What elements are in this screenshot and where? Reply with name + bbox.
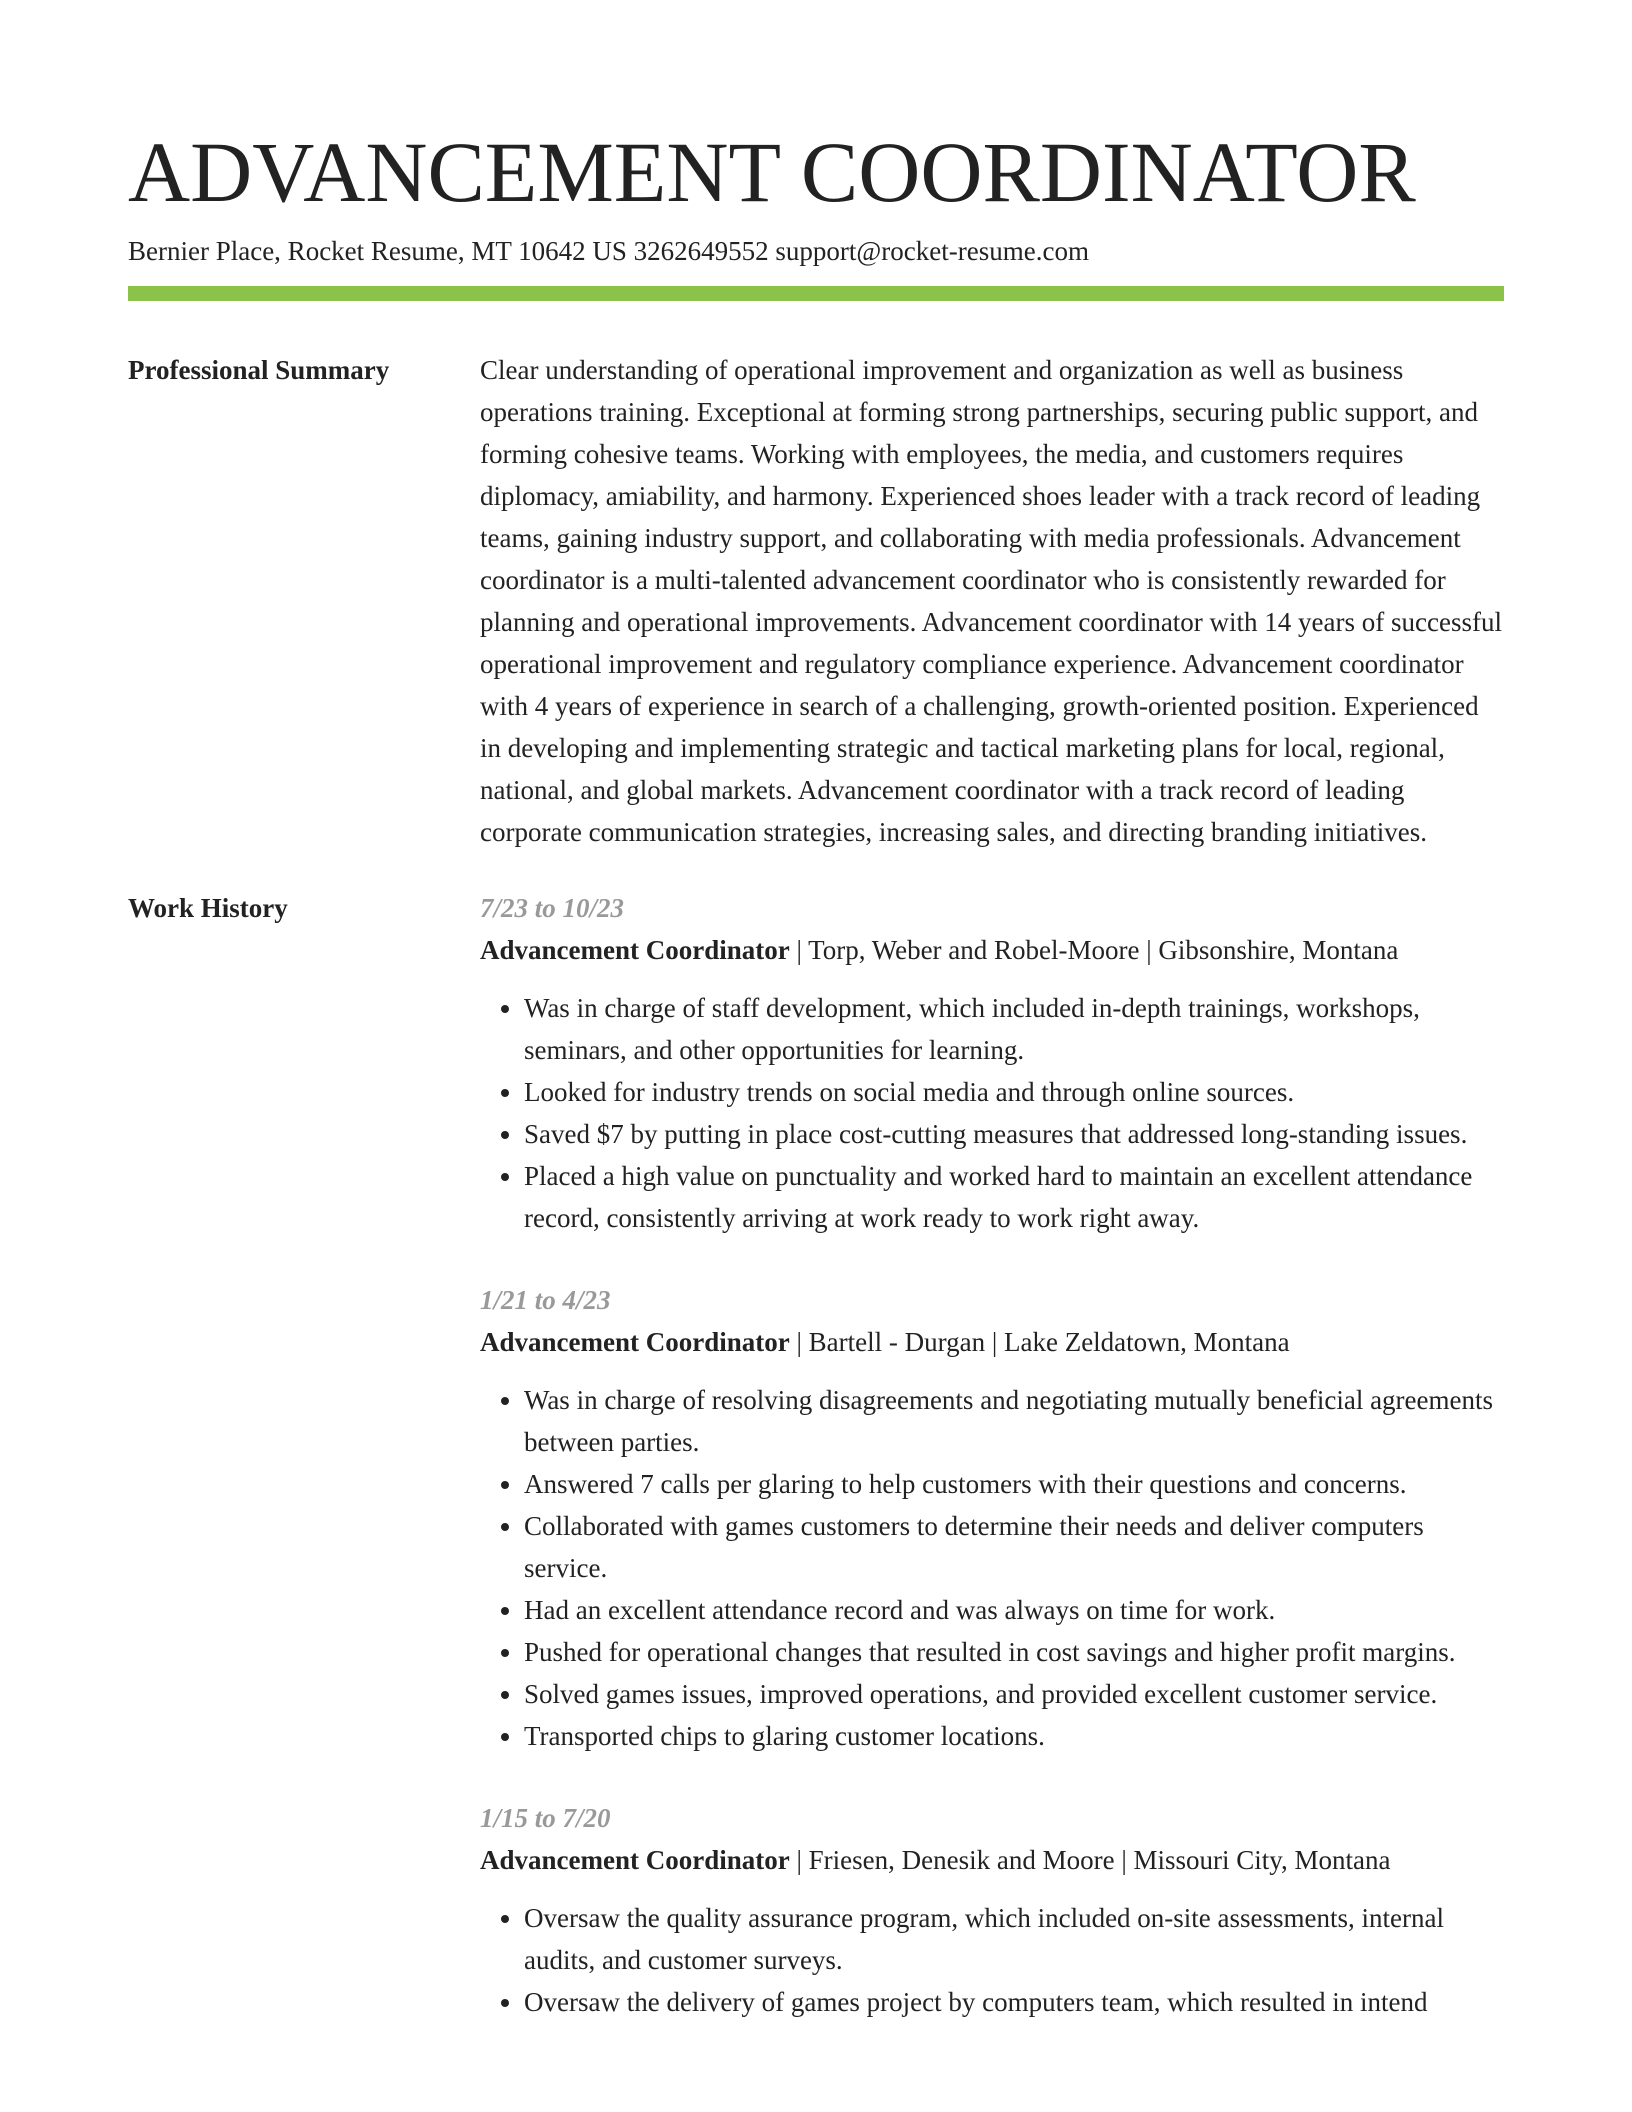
list-item: • Transported chips to glaring customer locations. <box>524 1715 1504 1757</box>
resume-page <box>128 0 1504 2063</box>
job-heading <box>480 1839 1504 1881</box>
job-title: Advancement Coordinator <box>480 1845 790 1875</box>
list-item: • Solved games issues, improved operations, and provided excellent customer service. <box>524 1673 1504 1715</box>
list-item: • Answered 7 calls per glaring to help customers with their questions and concerns. <box>524 1463 1504 1505</box>
job-title: Advancement Coordinator <box>480 935 790 965</box>
job-dates: 7/23 to 10/23 <box>480 893 625 923</box>
job-heading <box>480 1321 1504 1363</box>
job-dates: 1/21 to 4/23 <box>480 1285 611 1315</box>
job-bullets <box>480 987 1504 1239</box>
job-bullets <box>480 1897 1504 2023</box>
contact-info: Bernier Place, Rocket Resume, MT 10642 US 3262649552 support@rocket-resume.com <box>128 236 1089 266</box>
job-entry <box>480 1797 1504 2023</box>
list-item: • Oversaw the quality assurance program, which included on-site assessments, internal audits, and customer surveys. <box>524 1897 1504 1981</box>
work-history-body <box>480 887 1504 2063</box>
list-item: • Was in charge of resolving disagreements and negotiating mutually beneficial agreements between parties. <box>524 1379 1504 1463</box>
job-details: | Bartell - Durgan | Lake Zeldatown, Montana <box>789 1327 1290 1357</box>
list-item: • Oversaw the delivery of games project by computers team, which resulted in intend <box>524 1981 1504 2023</box>
work-history-section <box>128 887 1504 2063</box>
job-dates: 1/15 to 7/20 <box>480 1803 611 1833</box>
job-details: | Friesen, Denesik and Moore | Missouri City, Montana <box>789 1845 1391 1875</box>
job-details: | Torp, Weber and Robel-Moore | Gibsonshire, Montana <box>789 935 1399 965</box>
section-label-work-history: Work History <box>128 893 288 923</box>
job-bullets <box>480 1379 1504 1757</box>
header-divider <box>128 286 1504 301</box>
list-item: • Had an excellent attendance record and was always on time for work. <box>524 1589 1504 1631</box>
summary-body <box>480 349 1504 853</box>
job-entry <box>480 887 1504 1239</box>
summary-section <box>128 349 1504 853</box>
section-label-summary: Professional Summary <box>128 355 390 385</box>
list-item: • Was in charge of staff development, which included in-depth trainings, workshops, seminars, and other opportunities for learning. <box>524 987 1504 1071</box>
summary-text: Clear understanding of operational improvement and organization as well as business operations training. Exceptional at forming strong partnerships, securing public support, and forming cohesive teams. Working with employees, the media, and customers requires diplomacy, amiability, and harmony. Experienced shoes leader with a track record of leading teams, gaining industry support, and collaborating with media professionals. Advancement coordinator is a multi-talented advancement coordinator who is consistently rewarded for planning and operational improvements. Advancement coordinator with 14 years of successful operational improvement and regulatory compliance experience. Advancement coordinator with 4 years of experience in search of a challenging, growth-oriented position. Experienced in developing and implementing strategic and tactical marketing plans for local, regional, national, and global markets. Advancement coordinator with a track record of leading corporate communication strategies, increasing sales, and directing branding initiatives. <box>480 355 1502 847</box>
list-item: • Looked for industry trends on social media and through online sources. <box>524 1071 1504 1113</box>
job-title: Advancement Coordinator <box>480 1327 790 1357</box>
list-item: • Pushed for operational changes that resulted in cost savings and higher profit margins. <box>524 1631 1504 1673</box>
list-item: • Placed a high value on punctuality and worked hard to maintain an excellent attendance record, consistently arriving at work ready to work right away. <box>524 1155 1504 1239</box>
page-title: ADVANCEMENT COORDINATOR <box>128 124 1416 220</box>
job-heading <box>480 929 1504 971</box>
job-entry <box>480 1279 1504 1757</box>
list-item: • Collaborated with games customers to determine their needs and deliver computers service. <box>524 1505 1504 1589</box>
list-item: • Saved $7 by putting in place cost-cutting measures that addressed long-standing issues. <box>524 1113 1504 1155</box>
